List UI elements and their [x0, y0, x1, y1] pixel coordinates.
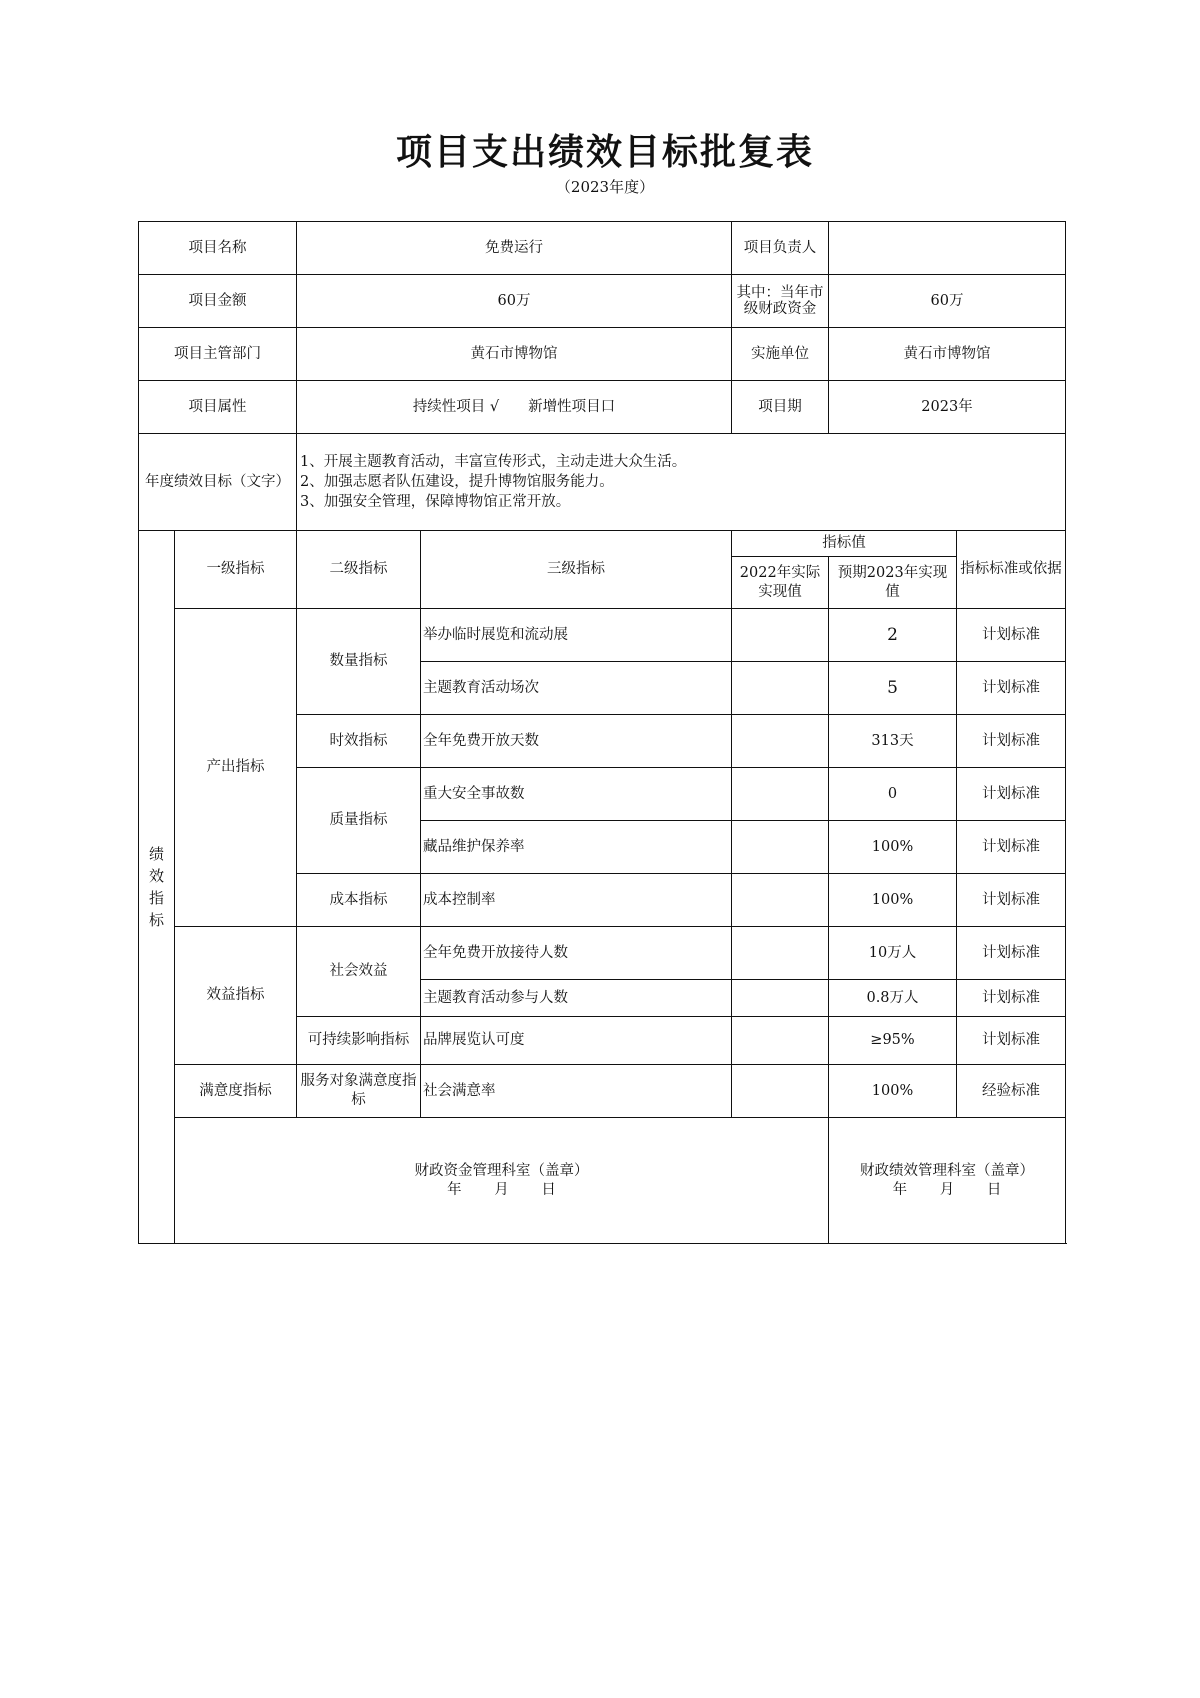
col-basis-header: 指标标准或依据 [957, 531, 1066, 609]
city-funds-value: 60万 [829, 275, 1066, 328]
actual-2022-value [732, 609, 829, 662]
page-subtitle: （2023年度） [555, 178, 655, 196]
expected-2023-value: 100% [829, 821, 957, 874]
row-attribute [139, 381, 1066, 434]
basis-value: 计划标准 [957, 874, 1066, 927]
actual-2022-value [732, 662, 829, 715]
indicator-name: 社会满意率 [421, 1065, 732, 1118]
expected-2023-value: 0 [829, 768, 957, 821]
implementer-value: 黄石市博物馆 [829, 328, 1066, 381]
city-funds-label: 其中：当年市级财政资金 [732, 275, 829, 328]
subgroup-service: 服务对象满意度指标 [297, 1065, 421, 1118]
date-month: 月 [494, 1181, 509, 1198]
basis-value: 计划标准 [957, 980, 1066, 1017]
row-annual-goals [139, 434, 1066, 531]
expected-2023-value: 2 [829, 609, 957, 662]
subgroup-cost: 成本指标 [297, 874, 421, 927]
expected-2023-value: 0.8万人 [829, 980, 957, 1017]
basis-value: 计划标准 [957, 1017, 1066, 1065]
goal-line: 1、开展主题教育活动，丰富宣传形式，主动走进大众生活。 [300, 454, 687, 470]
project-amount-label: 项目金额 [139, 275, 297, 328]
annual-goals-label: 年度绩效目标（文字） [139, 434, 297, 531]
indicator-name: 全年免费开放天数 [421, 715, 732, 768]
goal-line: 3、加强安全管理，保障博物馆正常开放。 [300, 494, 571, 510]
department-value: 黄石市博物馆 [297, 328, 732, 381]
basis-value: 计划标准 [957, 927, 1066, 980]
expected-2023-value: 100% [829, 1065, 957, 1118]
date-month: 月 [939, 1181, 955, 1198]
project-owner-value [829, 222, 1066, 275]
subgroup-timeliness: 时效指标 [297, 715, 421, 768]
basis-value: 计划标准 [957, 715, 1066, 768]
approval-table [138, 221, 1066, 1244]
table-row [139, 927, 1066, 980]
indicator-header-row [139, 531, 1066, 557]
attribute-label: 项目属性 [139, 381, 297, 434]
indicator-name: 品牌展览认可度 [421, 1017, 732, 1065]
col-level1-header: 一级指标 [175, 531, 297, 609]
indicator-name: 举办临时展览和流动展 [421, 609, 732, 662]
attribute-value: 持续性项目 √ 新增性项目口 [297, 381, 732, 434]
fund-office-date [178, 1181, 825, 1200]
expected-2023-value: ≥95% [829, 1017, 957, 1065]
date-year: 年 [892, 1181, 908, 1198]
actual-2022-value [732, 715, 829, 768]
group-benefit: 效益指标 [175, 927, 297, 1065]
goal-line: 2、加强志愿者队伍建设，提升博物馆服务能力。 [300, 474, 614, 490]
indicator-name: 全年免费开放接待人数 [421, 927, 732, 980]
actual-2022-value [732, 927, 829, 980]
date-year: 年 [447, 1181, 462, 1198]
group-satisfaction: 满意度指标 [175, 1065, 297, 1118]
performance-office-label: 财政绩效管理科室（盖章） [860, 1162, 1034, 1179]
expected-2023-value: 313天 [829, 715, 957, 768]
expected-2023-value: 100% [829, 874, 957, 927]
actual-2022-value [732, 1017, 829, 1065]
basis-value: 计划标准 [957, 662, 1066, 715]
subgroup-sustainable: 可持续影响指标 [297, 1017, 421, 1065]
col-2022-header: 2022年实际实现值 [732, 557, 829, 609]
indicator-name: 主题教育活动参与人数 [421, 980, 732, 1017]
performance-office-signature [829, 1118, 1066, 1244]
department-label: 项目主管部门 [139, 328, 297, 381]
actual-2022-value [732, 1065, 829, 1118]
basis-value: 经验标准 [957, 1065, 1066, 1118]
table-row [139, 1065, 1066, 1118]
subgroup-quality: 质量指标 [297, 768, 421, 874]
indicators-side-label: 绩效指标 [139, 531, 175, 1244]
performance-office-date [832, 1181, 1062, 1200]
basis-value: 计划标准 [957, 768, 1066, 821]
basis-value: 计划标准 [957, 609, 1066, 662]
period-value: 2023年 [829, 381, 1066, 434]
indicator-name: 主题教育活动场次 [421, 662, 732, 715]
col-level2-header: 二级指标 [297, 531, 421, 609]
row-department [139, 328, 1066, 381]
actual-2022-value [732, 821, 829, 874]
indicator-name: 重大安全事故数 [421, 768, 732, 821]
project-amount-value: 60万 [297, 275, 732, 328]
group-output: 产出指标 [175, 609, 297, 927]
project-name-label: 项目名称 [139, 222, 297, 275]
page-title: 项目支出绩效目标批复表 [395, 132, 814, 173]
expected-2023-value: 10万人 [829, 927, 957, 980]
subgroup-quantity: 数量指标 [297, 609, 421, 715]
actual-2022-value [732, 874, 829, 927]
col-value-group-header: 指标值 [732, 531, 957, 557]
basis-value: 计划标准 [957, 821, 1066, 874]
implementer-label: 实施单位 [732, 328, 829, 381]
project-name-value: 免费运行 [297, 222, 732, 275]
col-level3-header: 三级指标 [421, 531, 732, 609]
actual-2022-value [732, 980, 829, 1017]
subgroup-social: 社会效益 [297, 927, 421, 1017]
indicator-name: 藏品维护保养率 [421, 821, 732, 874]
expected-2023-value: 5 [829, 662, 957, 715]
col-2023-header: 预期2023年实现值 [829, 557, 957, 609]
date-day: 日 [541, 1181, 556, 1198]
fund-office-signature [175, 1118, 829, 1244]
fund-office-label: 财政资金管理科室（盖章） [414, 1162, 589, 1179]
signature-row [139, 1118, 1066, 1244]
row-project-amount [139, 275, 1066, 328]
indicator-name: 成本控制率 [421, 874, 732, 927]
period-label: 项目期 [732, 381, 829, 434]
project-owner-label: 项目负责人 [732, 222, 829, 275]
row-project-name [139, 222, 1066, 275]
date-day: 日 [986, 1181, 1002, 1198]
annual-goals-text [297, 434, 1066, 531]
table-row [139, 609, 1066, 662]
actual-2022-value [732, 768, 829, 821]
